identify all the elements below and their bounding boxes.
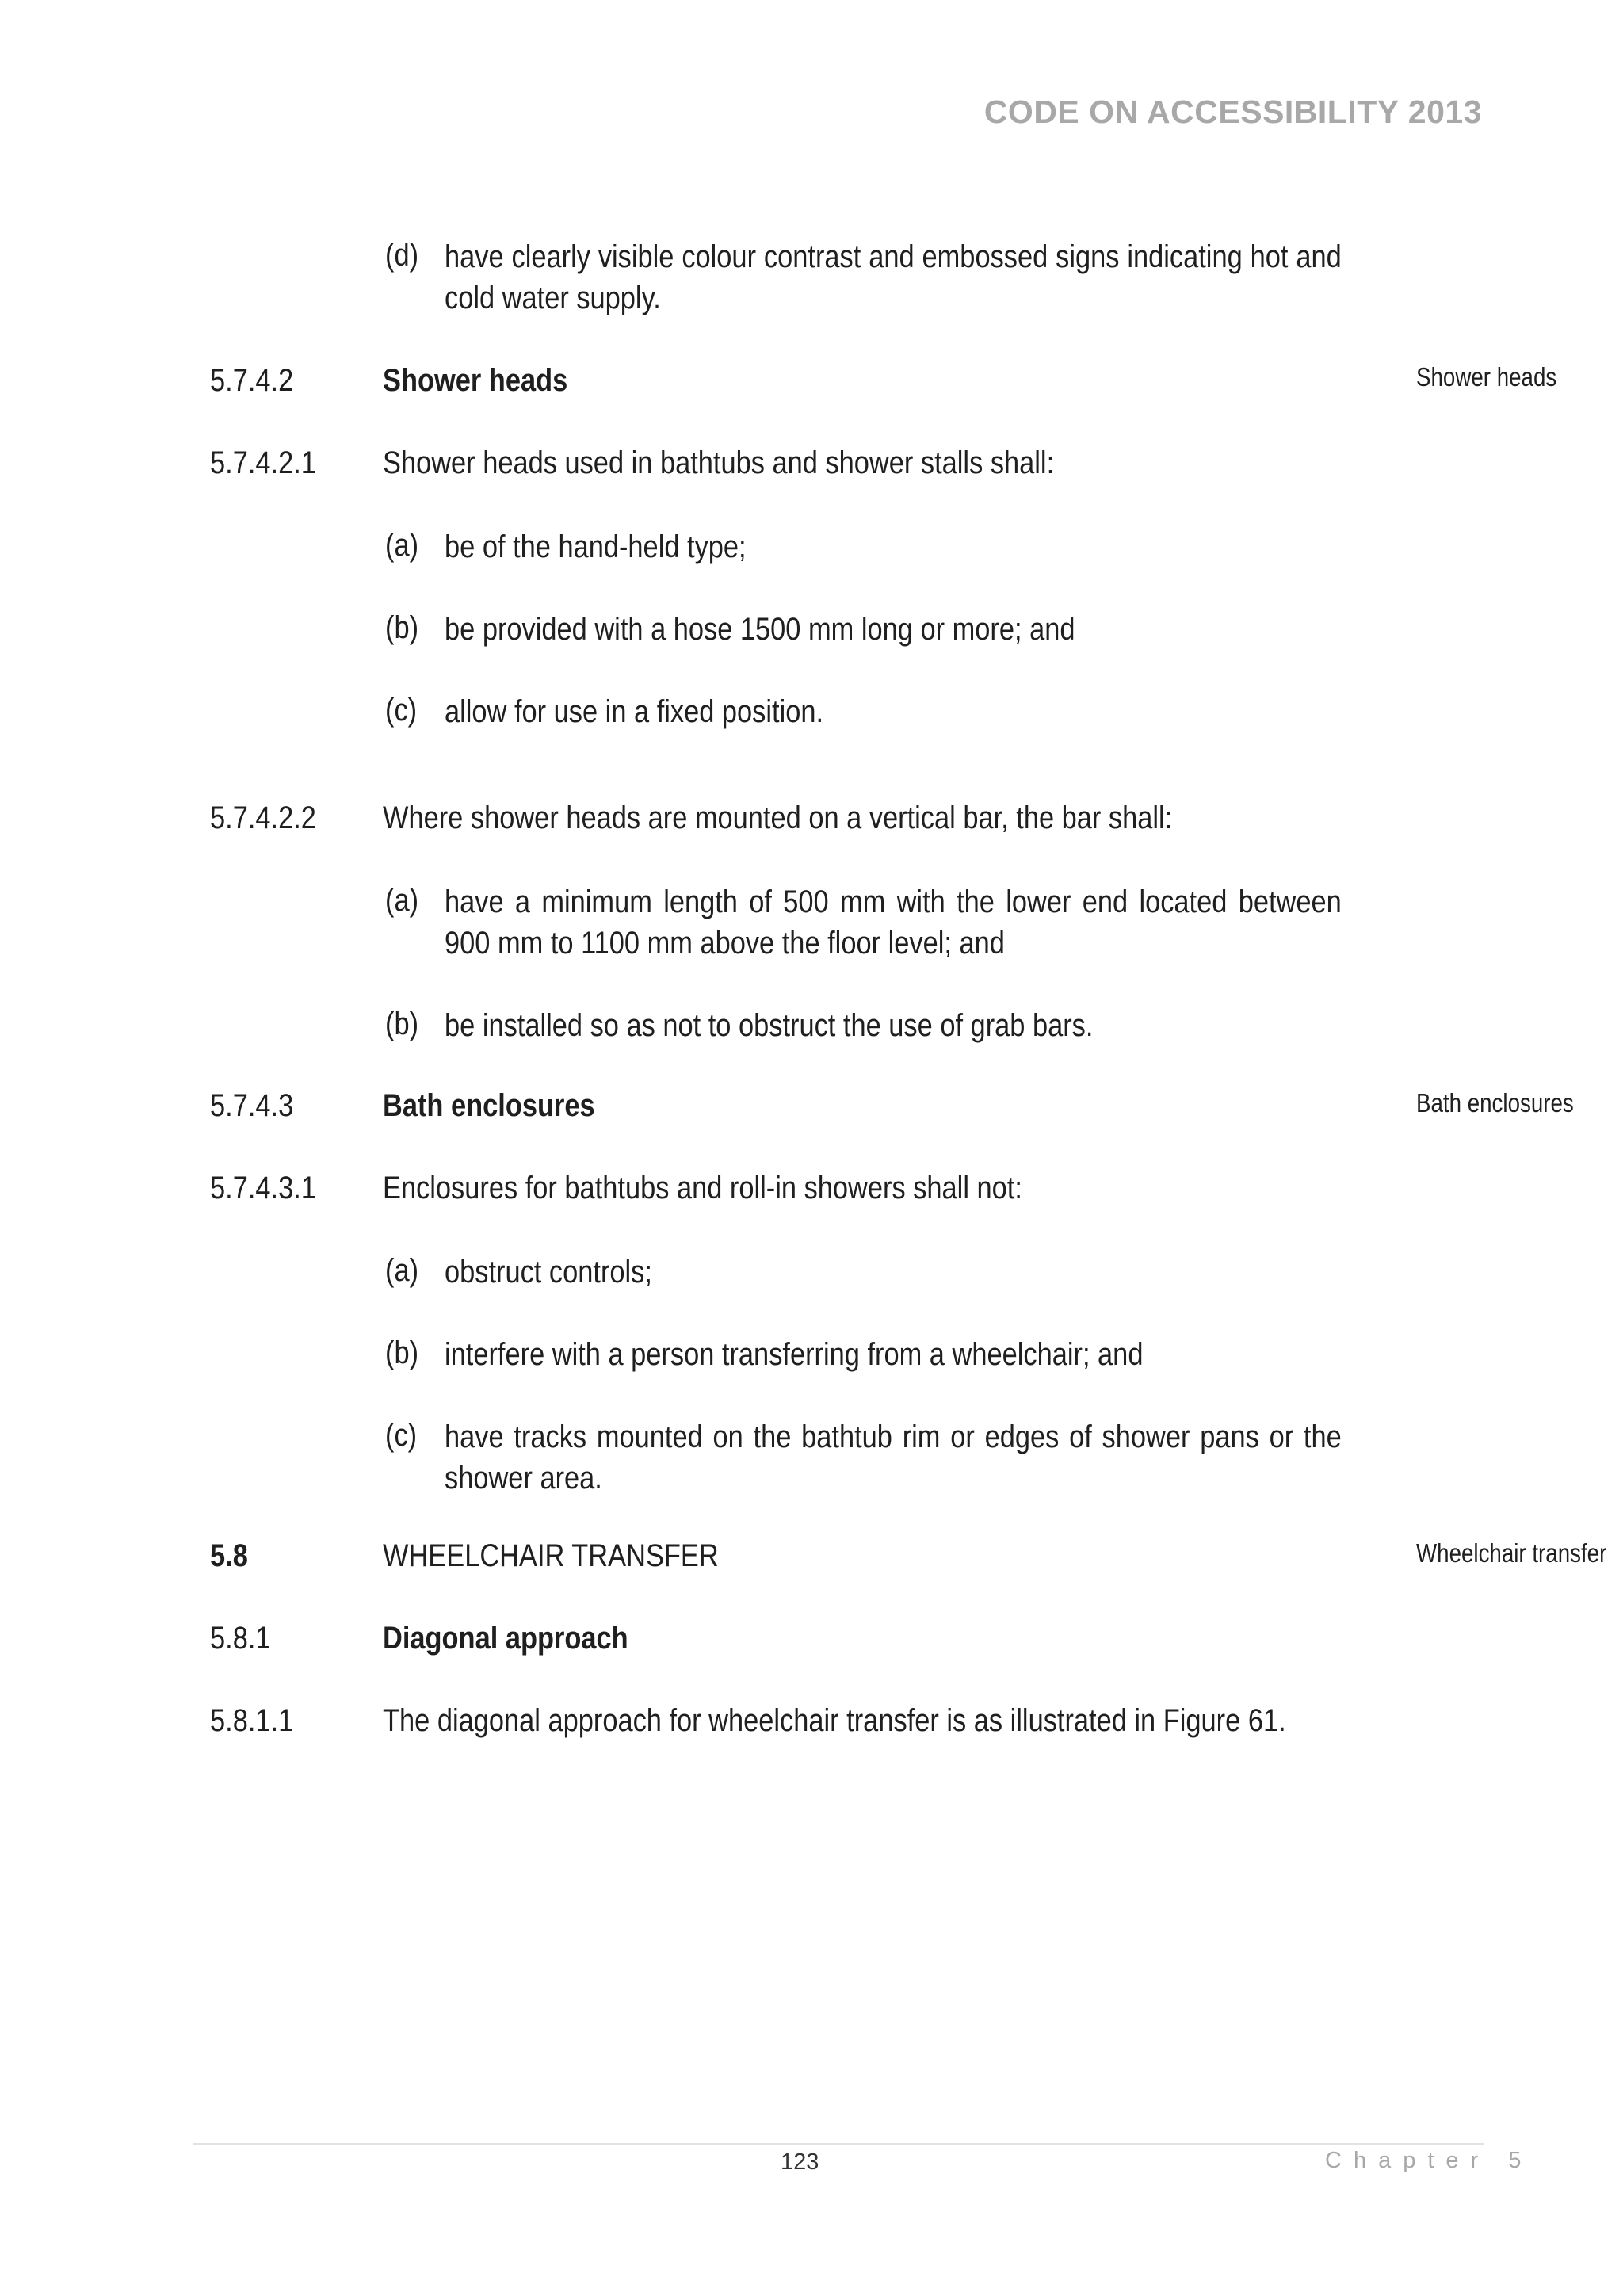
clause-number: 5.7.4.2.2 [210, 800, 316, 835]
clause-text: Where shower heads are mounted on a vertical bar, the bar shall: [383, 800, 1173, 835]
clause-text: Enclosures for bathtubs and roll-in showers shall not: [383, 1171, 1022, 1205]
list-item-text: have a minimum length of 500 mm with the lower end located between 900 mm to 1100 mm above the floor level; and [445, 884, 1342, 961]
list-item-text: allow for use in a fixed position. [445, 694, 824, 729]
margin-note: Bath enclosures [1416, 1088, 1574, 1117]
chapter-section-number: 5.8 [210, 1538, 248, 1573]
section-number: 5.7.4.3 [210, 1088, 294, 1123]
list-item-label: (a) [385, 1253, 419, 1288]
list-item-label: (a) [385, 528, 419, 563]
list-item-text: have tracks mounted on the bathtub rim or edges of shower pans or the shower area. [445, 1419, 1342, 1496]
section-heading: Diagonal approach [383, 1621, 628, 1656]
section-number: 5.8.1 [210, 1621, 271, 1656]
page-number: 123 [781, 2149, 819, 2175]
list-item-text: be installed so as not to obstruct the use of grab bars. [445, 1008, 1094, 1043]
clause-number: 5.7.4.2.1 [210, 445, 316, 480]
list-item-label: (a) [385, 883, 419, 918]
document-header-title: CODE ON ACCESSIBILITY 2013 [983, 94, 1482, 130]
list-item-text: interfere with a person transferring from a wheelchair; and [445, 1337, 1144, 1372]
clause-text: The diagonal approach for wheelchair transfer is as illustrated in Figure 61. [383, 1703, 1286, 1738]
list-item-label: (d) [385, 238, 419, 273]
chapter-label: Chapter 5 [1325, 2148, 1533, 2173]
clause-text: Shower heads used in bathtubs and shower stalls shall: [383, 445, 1055, 480]
margin-note: Shower heads [1416, 362, 1557, 392]
list-item-text: obstruct controls; [445, 1255, 652, 1289]
list-item-text: have clearly visible colour contrast and embossed signs indicating hot and cold water supply. [445, 239, 1342, 315]
list-item-label: (c) [385, 1418, 418, 1453]
section-heading: Shower heads [383, 363, 568, 398]
list-item-text: be of the hand-held type; [445, 529, 747, 564]
clause-number: 5.8.1.1 [210, 1703, 294, 1738]
list-item-label: (c) [385, 693, 418, 728]
margin-note: Wheelchair transfer [1416, 1538, 1607, 1568]
chapter-section-heading: WHEELCHAIR TRANSFER [383, 1538, 719, 1573]
section-heading: Bath enclosures [383, 1088, 595, 1123]
clause-number: 5.7.4.3.1 [210, 1171, 316, 1205]
list-item-label: (b) [385, 610, 419, 645]
list-item-label: (b) [385, 1007, 419, 1041]
list-item-label: (b) [385, 1335, 419, 1370]
footer-divider [193, 2143, 1484, 2145]
section-number: 5.7.4.2 [210, 363, 294, 398]
list-item-text: be provided with a hose 1500 mm long or more; and [445, 612, 1075, 647]
